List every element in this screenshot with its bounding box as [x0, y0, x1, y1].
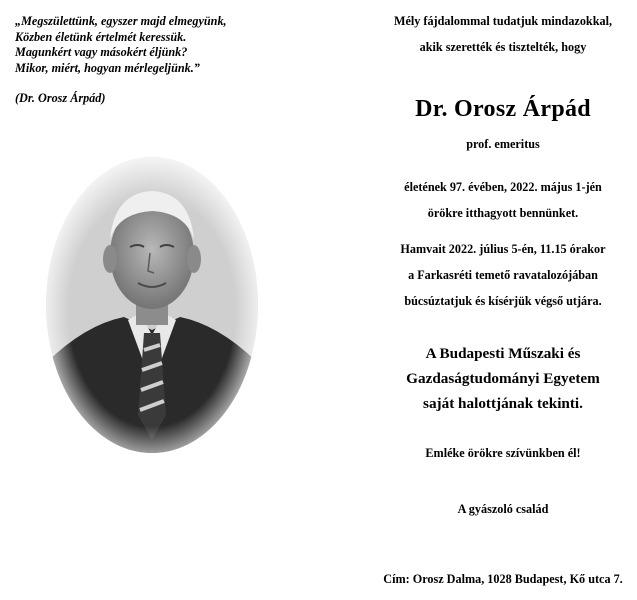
- university-line: Gazdaságtudományi Egyetem: [406, 370, 600, 387]
- funeral-line: Hamvait 2022. július 5-én, 11.15 órakor: [400, 242, 606, 256]
- intro-line: akik szerették és tisztelték, hogy: [419, 40, 587, 54]
- poem: [15, 14, 295, 76]
- poem-author: (Dr. Orosz Árpád): [15, 91, 106, 105]
- deceased-title: prof. emeritus: [466, 137, 540, 151]
- university-line: saját halottjának tekinti.: [423, 395, 583, 412]
- poem-line: „Megszülettünk, egyszer majd elmegyünk,: [15, 14, 227, 28]
- portrait-photo: [44, 155, 260, 455]
- right-column: [355, 0, 637, 600]
- death-line: életének 97. évében, 2022. május 1-jén: [404, 180, 602, 194]
- left-column: [0, 0, 300, 600]
- poem-line: Közben életünk értelmét keressük.: [15, 29, 187, 44]
- deceased-name: Dr. Orosz Árpád: [415, 96, 591, 122]
- contact-address: Cím: Orosz Dalma, 1028 Budapest, Kő utca 7.: [383, 572, 623, 586]
- university-line: A Budapesti Műszaki és: [425, 345, 581, 362]
- funeral-line: a Farkasréti temető ravatalozójában: [408, 268, 598, 282]
- death-line: örökre itthagyott bennünket.: [427, 206, 579, 220]
- poem-line: Mikor, miért, hogyan mérlegeljünk.”: [15, 60, 200, 75]
- poem-line: Magunkért vagy másokért éljünk?: [15, 45, 188, 60]
- memory-line: Emléke örökre szívünkben él!: [425, 446, 581, 460]
- family-signature: A gyászoló család: [457, 502, 549, 516]
- intro-line: Mély fájdalommal tudatjuk mindazokkal,: [393, 14, 613, 28]
- funeral-line: búcsúztatjuk és kísérjük végső utjára.: [404, 294, 602, 308]
